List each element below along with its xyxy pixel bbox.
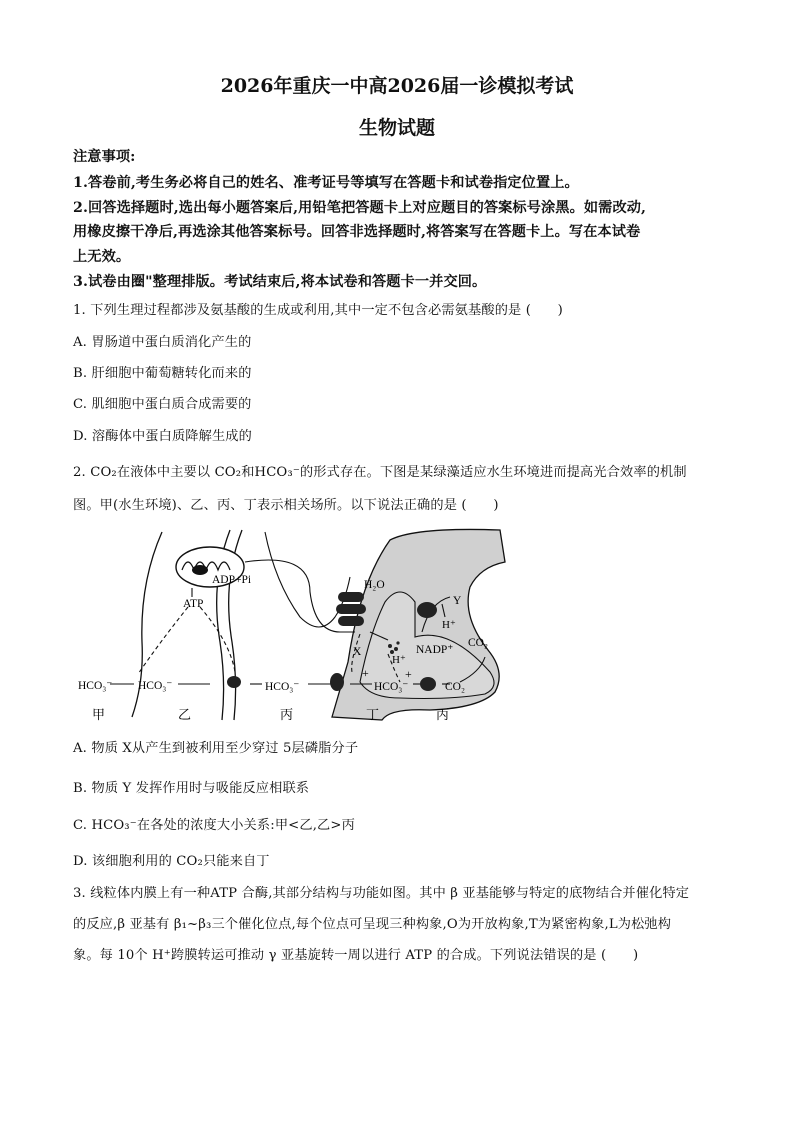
co2-top-label: CO₂ — [468, 637, 488, 649]
x-label: X — [353, 646, 362, 658]
q1-option-b: B. 肝细胞中葡萄糖转化而来的 — [73, 366, 252, 381]
adp-pi-label: ADP+Pi — [212, 574, 252, 586]
notice-line: 上无效。 — [73, 249, 131, 265]
hco3-label: HCO₃⁻ — [138, 680, 173, 692]
y-label: Y — [453, 595, 462, 607]
q2-option-c: C. HCO₃⁻在各处的浓度大小关系:甲<乙,乙>丙 — [73, 818, 355, 833]
h-plus-top-label: H⁺ — [442, 619, 456, 631]
q2-option-a: A. 物质 X从产生到被利用至少穿过 5层磷脂分子 — [73, 741, 359, 756]
location-ding: 丁 — [366, 707, 380, 722]
q2-option-b: B. 物质 Y 发挥作用时与吸能反应相联系 — [73, 781, 310, 796]
location-yi: 乙 — [178, 707, 192, 722]
q2-option-d: D. 该细胞利用的 CO₂只能来自丁 — [73, 854, 270, 869]
notice-line: 用橡皮擦干净后,再选涂其他答案标号。回答非选择题时,将答案写在答题卡上。写在本试卷 — [73, 224, 641, 240]
q1-option-d: D. 溶酶体中蛋白质降解生成的 — [73, 429, 252, 444]
hco3-label: HCO₃⁻ — [78, 680, 113, 692]
question-3-stem-line: 3. 线粒体内膜上有一种ATP 合酶,其部分结构与功能如图。其中 β 亚基能够与特定的底物结合并催化特定 — [73, 886, 690, 901]
subject-title: 生物试题 — [358, 117, 435, 139]
question-3-stem-line: 象。每 10个 H⁺跨膜转运可推动 γ 亚基旋转一周以进行 ATP 的合成。下列说法错误的是 ( ) — [73, 948, 639, 963]
q1-option-c: C. 肌细胞中蛋白质合成需要的 — [73, 397, 252, 412]
hco3-label: HCO₃⁻ — [374, 681, 409, 693]
location-bing: 丙 — [280, 707, 294, 722]
hco3-label: HCO₃⁻ — [265, 681, 300, 693]
q1-option-a: A. 胃肠道中蛋白质消化产生的 — [73, 335, 252, 350]
h2o-label: H₂O — [364, 579, 385, 591]
location-bing: 丙 — [436, 707, 450, 722]
atp-label: ATP — [183, 598, 204, 610]
nadp-label: NADP⁺ — [416, 644, 454, 656]
notice-line: 3.试卷由圈"整理排版。考试结束后,将本试卷和答题卡一并交回。 — [73, 274, 487, 290]
notice-heading: 注意事项: — [73, 149, 136, 165]
location-jia: 甲 — [92, 707, 106, 722]
question-2-stem-line: 图。甲(水生环境)、乙、丙、丁表示相关场所。以下说法正确的是 ( ) — [73, 498, 499, 513]
algae-co2-mechanism-diagram — [70, 522, 530, 727]
plus-sign: + — [405, 667, 412, 681]
notice-line: 1.答卷前,考生务必将自己的姓名、准考证号等填写在答题卡和试卷指定位置上。 — [73, 175, 579, 191]
question-1-stem: 1. 下列生理过程都涉及氨基酸的生成或利用,其中一定不包含必需氨基酸的是 ( ) — [73, 303, 563, 318]
question-2-stem-line: 2. CO₂在液体中主要以 CO₂和HCO₃⁻的形式存在。下图是某绿藻适应水生环境进而提高光合效率的机制 — [73, 465, 687, 480]
plus-sign: + — [362, 666, 369, 680]
h-plus-mid-label: H⁺ — [392, 654, 406, 666]
question-3-stem-line: 的反应,β 亚基有 β₁~β₃三个催化位点,每个位点可呈现三种构象,O为开放构象,T为紧密构象,L为松弛构 — [73, 917, 672, 932]
co2-bottom-label: CO₂ — [445, 681, 465, 693]
exam-title: 2026年重庆一中高2026届一诊模拟考试 — [220, 75, 574, 97]
notice-line: 2.回答选择题时,选出每小题答案后,用铅笔把答题卡上对应题目的答案标号涂黑。如需改动, — [73, 200, 647, 216]
